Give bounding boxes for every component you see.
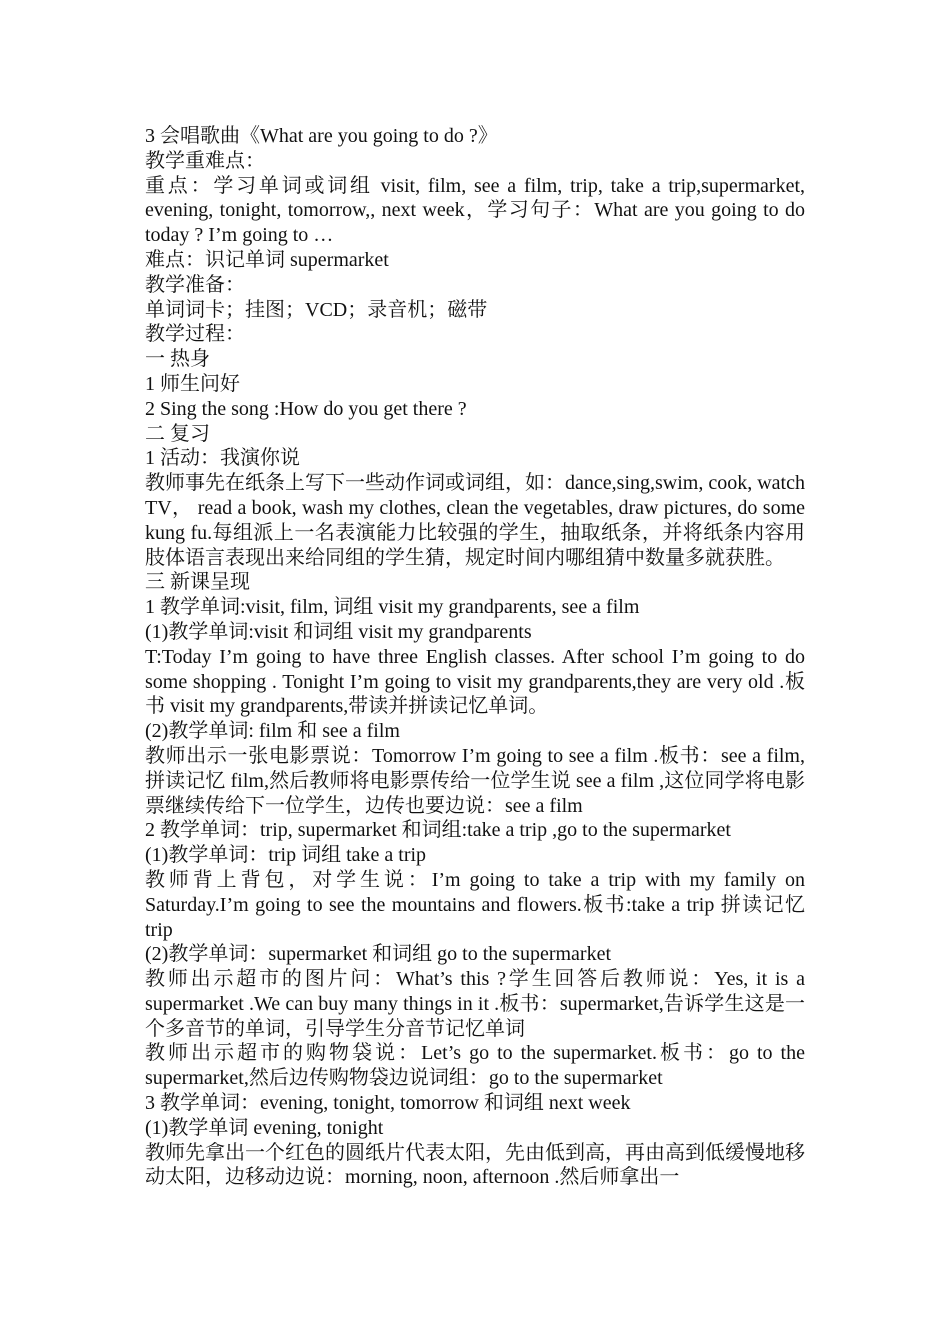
step-greeting: 1 师生问好: [145, 372, 240, 395]
preparation-items: 单词词卡；挂图；VCD；录音机；磁带: [145, 298, 488, 321]
activity-paragraph: 教师事先在纸条上写下一些动作词或词组，如：dance,sing,swim, cook, watch TV， read a book, wash my clothes, clean the vegetables, draw pictures, do some kung fu.每组派上一名表演能力比较强的学生，抽取纸条，并将纸条内容用肢体语言表现出来给同组的学生猜，规定时间内哪组猜中数量多就获胜。: [145, 472, 805, 569]
step-1-words: 1 教学单词:visit, film, 词组 visit my grandparents, see a film: [145, 596, 640, 619]
section-warm-up: 一 热身: [145, 348, 210, 371]
step-activity: 1 活动：我演你说: [145, 447, 300, 470]
step-3-1: (1)教学单词 evening, tonight: [145, 1116, 384, 1139]
step-sing-song: 2 Sing the song :How do you get there ?: [145, 397, 467, 420]
step-3-1-paragraph: 教师先拿出一个红色的圆纸片代表太阳，先由低到高，再由高到低缓慢地移动太阳，边移动边说：morning, noon, afternoon .然后师拿出一: [145, 1141, 805, 1189]
key-points-paragraph: 重点：学习单词或词组 visit, film, see a film, trip, take a trip,supermarket, evening, tonight, tomorrow,, next week，学习句子：What are you going to do today ? I’m going to …: [145, 174, 805, 247]
difficult-point: 难点：识记单词 supermarket: [145, 248, 389, 271]
objective-3: 3 会唱歌曲《What are you going to do ?》: [145, 125, 498, 147]
step-2-2-paragraph-a: 教师出示超市的图片问：What’s this ?学生回答后教师说：Yes, it is a supermarket .We can buy many things in it .板书：supermarket,告诉学生这是一个多音节的单词，引导学生分音节记忆单词: [145, 968, 805, 1040]
step-2-2-paragraph-b: 教师出示超市的购物袋说：Let’s go to the supermarket.板书：go to the supermarket,然后边传购物袋边说词组：go to the supermarket: [145, 1042, 805, 1090]
step-2-2: (2)教学单词：supermarket 和词组 go to the supermarket: [145, 943, 612, 966]
step-2-1: (1)教学单词：trip 词组 take a trip: [145, 844, 427, 867]
section-review: 二 复习: [145, 422, 210, 445]
step-1-2-paragraph: 教师出示一张电影票说：Tomorrow I’m going to see a film .板书：see a film,拼读记忆 film,然后教师将电影票传给一位学生说 see a film ,这位同学将电影票继续传给下一位学生，边传也要边说：see a film: [145, 744, 805, 817]
heading-procedure: 教学过程：: [145, 323, 245, 346]
section-new-lesson: 三 新课呈现: [145, 571, 250, 594]
document-page: [145, 124, 805, 1190]
step-3-words: 3 教学单词：evening, tonight, tomorrow 和词组 next week: [145, 1092, 631, 1115]
step-1-2: (2)教学单词: film 和 see a film: [145, 720, 400, 743]
step-1-1-paragraph: T:Today I’m going to have three English classes. After school I’m going to do some shopping . Tonight I’m going to visit my grandparents,they are very old .板书 visit my grandparents,带读并拼读记忆单词。: [145, 645, 805, 718]
step-2-1-paragraph: 教师背上背包，对学生说：I’m going to take a trip with my family on Saturday.I’m going to see the mountains and flowers.板书:take a trip 拼读记忆 trip: [145, 868, 805, 941]
step-1-1: (1)教学单词:visit 和词组 visit my grandparents: [145, 620, 532, 643]
heading-preparation: 教学准备：: [145, 273, 245, 296]
heading-key-difficult-points: 教学重难点：: [145, 149, 265, 172]
step-2-words: 2 教学单词：trip, supermarket 和词组:take a trip ,go to the supermarket: [145, 819, 731, 842]
